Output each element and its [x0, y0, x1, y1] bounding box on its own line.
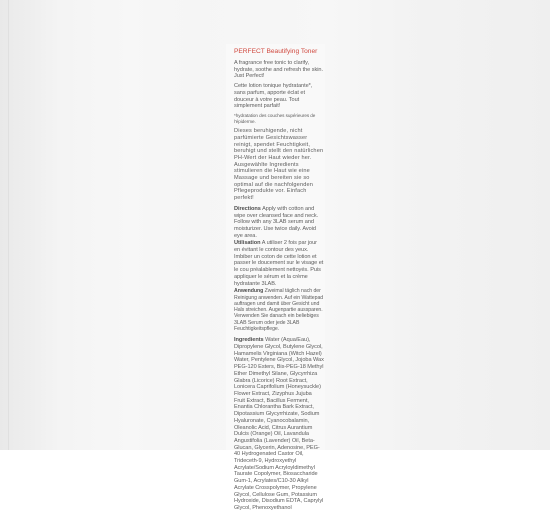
product-title: PERFECT Beautifying Toner: [234, 48, 318, 55]
directions-label: Directions: [234, 205, 261, 212]
utilisation-section: [234, 240, 324, 287]
description-en: A fragrance free tonic to clarify, hydrate, soothe and refresh the skin. Just Perfect!: [234, 60, 323, 80]
description-fr: Cette lotion tonique hydratante*, sans parfum, apporte éclat et douceur à votre peau. Tout simplement parfait!: [234, 83, 313, 110]
footnote-fr: *hydratation des couches supérieures de l'épiderme.: [234, 112, 316, 124]
directions-section: [234, 206, 324, 240]
ingredients-label: Ingredients: [234, 337, 264, 344]
anwendung-section: [234, 288, 324, 332]
directions-text: Apply with cotton and wipe over cleansed face and neck. Follow with any 3LAB serum and moisturizer. Use twice daily. Avoid eye area.: [234, 205, 319, 239]
utilisation-text: A utiliser 2 fois par jour en évitant le contour des yeux. Imbiber un coton de cette lotion et passer le doucement sur le visage et le cou préalablement nettoyés. Puis appliquer le sérum et la crème hydratante 3LAB.: [234, 240, 324, 287]
description-de: Dieses beruhigende, nicht parfümierte Gesichtswasser reinigt, spendet Feuchtigkeit, beruhigt und stellt den natürlichen PH-Wert der Haut wieder her. Ausgewählte Ingredients stimulieren die Haut wie eine Massage und bereiten sie so optimal auf die nachfolgenden Pflegeprodukte vor. Einfach perfekt!: [234, 128, 324, 202]
utilisation-label: Utilisation: [234, 240, 261, 247]
ingredients-text: Water (Aqua/Eau), Dipropylene Glycol, Butylene Glycol, Hamamelis Virginiana (Witch Hazel) Water, Pentylene Glycol, Jojoba Wax PEG-120 Esters, Bis-PEG-18 Methyl Ether Dimethyl Silane, Glycyrrhiza Glabra (Licorice) Root Extract, Lonicera Caprifolium (Honeysuckle) Flower Extract, Zizyphus Jujuba Fruit Extract, Bacillus Ferment, Enantia Chlorantha Bark Extract, Dipotassium Glycyrrhizate, Sodium Hyaluronate, Cyanocobalamin, Oleanolic Acid, Citrus Aurantium Dulcis (Orange) Oil, Lavandula Angustifolia (Lavender) Oil, Beta-Glucan, Glycerin, Adenosine, PEG-40 Hydrogenated Castor Oil, Trideceth-9, Hydroxyethyl Acrylate/Sodium Acryloyldimethyl Taurate Copolymer, Biosaccharide Gum-1, Acrylates/C10-30 Alkyl Acrylate Crosspolymer, Propylene Glycol, Cellulose Gum, Potassium Hydroxide, Disodium EDTA, Caprylyl Glycol, Phenoxyethanol: [234, 337, 324, 511]
box-edge: [8, 0, 9, 450]
label-text-column: [234, 48, 324, 513]
anwendung-label: Anwendung: [234, 288, 264, 295]
anwendung-text: Zweimal täglich nach der Reinigung anwenden. Auf ein Wattepad auftragen und damit über Gesicht und Hals streichen. Augenpartie aussparen. Verwenden Sie danach ein beliebiges 3LAB Serum oder jede 3LAB Feuchtigkeitspflege.: [234, 288, 324, 333]
ingredients-section: [234, 337, 324, 511]
